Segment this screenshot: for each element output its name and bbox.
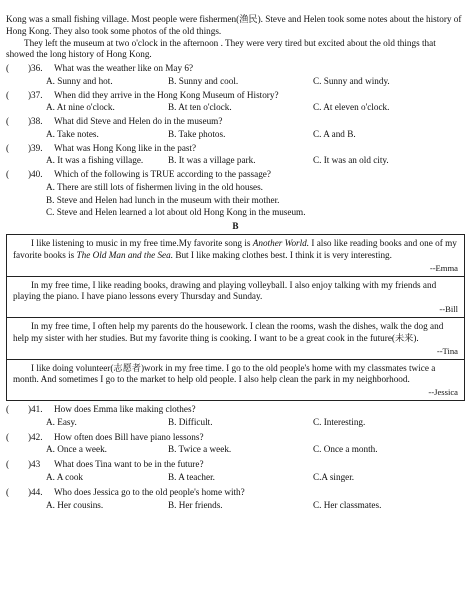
option-b: B. Sunny and cool. [168,75,239,86]
question-text: What does Tina want to be in the future? [54,459,204,470]
option-b: B. At ten o'clock. [168,102,232,113]
question-number: )44. [28,486,43,497]
options-row [6,500,465,512]
option-c: C.A singer. [313,471,355,482]
option-b: B. Her friends. [168,499,223,510]
option-c: C. Once a month. [313,444,378,455]
question-text: What did Steve and Helen do in the museum? [54,116,223,127]
options-row [6,129,465,141]
answer-blank[interactable]: ( [6,431,10,442]
option-c: C. It was an old city. [313,155,389,166]
entries-box [6,234,465,401]
question-text: When did they arrive in the Hong Kong Museum of History? [54,89,279,100]
entry-text: In my free time, I often help my parents do the housework. I clean the rooms, wash the dishes, walk the dog and help my sister with her studies. But my favorite thing is cooking. I want to be a great cook in the future(未来). [13,321,444,343]
option-c: C. Her classmates. [313,499,382,510]
option-b: B. Take photos. [168,128,226,139]
option-b: B. Difficult. [168,416,213,427]
options-row [6,76,465,88]
entry-text: I like listening to music in my free time.My favorite song is Another World. I also like reading books and one of my favorite books is The Old Man and the Sea. But I like making clothes best. I think it is very interesting. [13,238,457,260]
passage-paragraph: They left the museum at two o'clock in the afternoon . They were very tired but excited about the old things that showed the long history of Hong Kong. [6,37,436,60]
options-row [6,444,465,456]
options-row [6,102,465,114]
option-c: C. At eleven o'clock. [313,102,390,113]
question-text: What was the weather like on May 6? [54,63,194,74]
answer-blank[interactable]: ( [6,63,10,74]
question-36 [6,63,465,75]
question-text: Who does Jessica go to the old people's home with? [54,486,245,497]
question-number: )39. [28,142,43,153]
option-a: A. Sunny and hot. [46,75,113,86]
option-b: B. Twice a week. [168,444,232,455]
question-number: )42. [28,431,43,442]
answer-blank[interactable]: ( [6,142,10,153]
entry-tina [7,317,464,359]
question-40 [6,169,465,181]
answer-blank[interactable]: ( [6,116,10,127]
options-row [6,155,465,167]
question-37 [6,90,465,102]
question-text: Which of the following is TRUE according to the passage? [54,169,271,180]
option-a: A. Take notes. [46,128,99,139]
answer-blank[interactable]: ( [6,486,10,497]
question-44 [6,487,465,499]
answer-blank[interactable]: ( [6,89,10,100]
question-38 [6,116,465,128]
question-text: What was Hong Kong like in the past? [54,142,197,153]
option-c: C. Interesting. [313,416,366,427]
entry-text: I like doing volunteer(志愿者)work in my free time. I go to the old people's home with my classmates twice a month. And sometimes I go to the market to help old people. I also help clean the park in my neighborhood. [13,362,436,385]
entry-emma [7,235,464,276]
section-title: B [232,221,239,232]
answer-blank[interactable]: ( [6,169,10,180]
options-row [6,417,465,429]
question-number: )36. [28,63,43,74]
answer-blank[interactable]: ( [6,404,10,415]
question-number: )41. [28,404,43,415]
entry-signature: --Bill [439,304,458,315]
entry-signature: --Jessica [428,387,458,398]
song-title: Another World. [252,238,310,249]
book-title: The Old Man and the Sea. [76,249,174,260]
entry-signature: --Tina [436,345,458,356]
option-b: B. A teacher. [168,471,215,482]
passage-paragraph: Kong was a small fishing village. Most people were fishermen(渔民). Steve and Helen took some notes about the history of Hong Kong. They also took some photos of the old things. [6,14,462,36]
question-number: )43 [28,459,41,470]
option-a: A. At nine o'clock. [46,102,115,113]
option-a: A. Easy. [46,416,77,427]
question-number: )38. [28,116,43,127]
question-number: )40. [28,169,43,180]
option-a: A. Once a week. [46,444,107,455]
options-row [6,472,465,484]
answer-blank[interactable]: ( [6,459,10,470]
option-a: A. It was a fishing village. [46,155,144,166]
option-c: C. A and B. [313,128,356,139]
entry-signature: --Emma [429,262,458,273]
question-41 [6,404,465,416]
question-42 [6,432,465,444]
option-a: A. There are still lots of fishermen living in the old houses. [46,181,263,192]
option-b: B. It was a village park. [168,155,256,166]
question-text: How often does Bill have piano lessons? [54,431,204,442]
question-43 [6,459,465,471]
question-group-a [6,63,465,219]
entry-jessica [7,359,464,401]
question-text: How does Emma like making clothes? [54,404,196,415]
option-a: A. A cook [46,471,84,482]
entry-text: In my free time, I like reading books, drawing and playing volleyball. I also enjoy talking with my friends and playing the piano. I have piano lessons every Thursday and Sunday. [13,279,437,302]
option-a: A. Her cousins. [46,499,104,510]
entry-bill [7,276,464,318]
option-c: C. Steve and Helen learned a lot about old Hong Kong in the museum. [46,207,306,218]
question-39 [6,143,465,155]
option-b: B. Steve and Helen had lunch in the museum with their mother. [46,194,280,205]
question-group-b [6,404,465,511]
question-number: )37. [28,89,43,100]
option-c: C. Sunny and windy. [313,75,390,86]
